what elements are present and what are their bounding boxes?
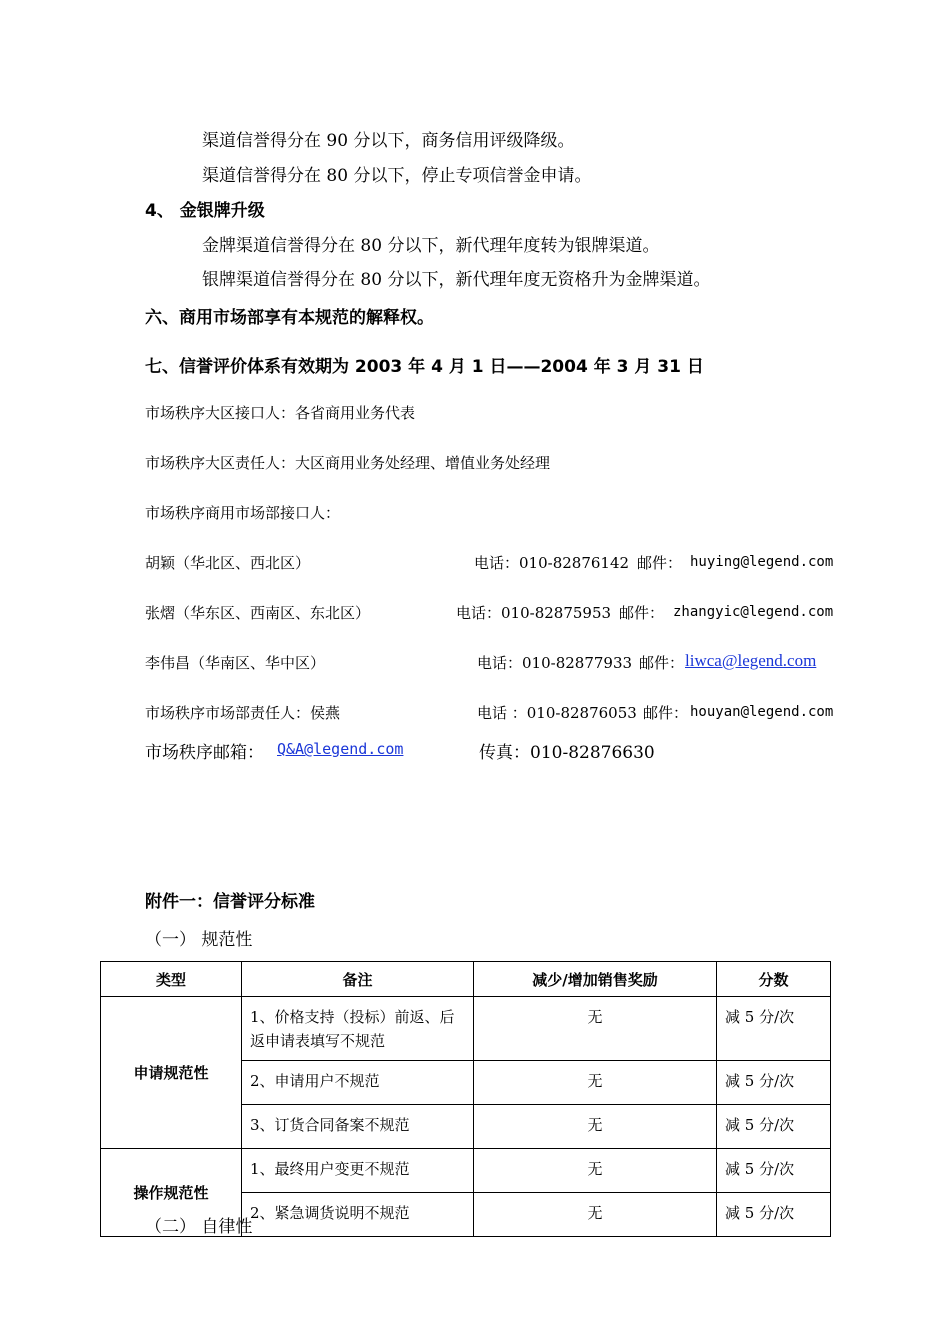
note-cell: 3、订货合同备案不规范 [242, 1105, 474, 1149]
fax: 传真：010-82876630 [479, 743, 655, 763]
contact-email: huying@legend.com [690, 554, 834, 570]
body-line: 银牌渠道信誉得分在 80 分以下，新代理年度无资格升为金牌渠道。 [202, 270, 711, 290]
section-heading: 4、 金银牌升级 [145, 201, 265, 221]
header-reward: 减少/增加销售奖励 [474, 962, 717, 997]
contact-mail-label: 邮件： [619, 604, 665, 622]
reward-cell: 无 [474, 1149, 717, 1193]
note-cell: 2、紧急调货说明不规范 [242, 1193, 474, 1237]
appendix-title: 附件一：信誉评分标准 [145, 892, 315, 912]
table-row [101, 997, 831, 1061]
subsection-heading: （二） 自律性 [145, 1217, 253, 1237]
contact-name: 市场秩序市场部责任人：侯燕 [145, 704, 341, 722]
header-type: 类型 [101, 962, 242, 997]
contact-email: zhangyic@legend.com [673, 604, 834, 620]
score-cell: 减 5 分/次 [717, 1193, 831, 1237]
table-header-row [101, 962, 831, 997]
score-table [100, 961, 831, 1237]
contact-phone: 电话：010-82876142 [474, 554, 630, 572]
category-cell: 申请规范性 [101, 997, 242, 1149]
note-cell: 1、价格支持（投标）前返、后返申请表填写不规范 [242, 997, 474, 1061]
contact-name: 张熠（华东区、西南区、东北区） [145, 604, 371, 622]
note-cell: 2、申请用户不规范 [242, 1061, 474, 1105]
reward-cell: 无 [474, 1061, 717, 1105]
reward-cell: 无 [474, 1105, 717, 1149]
category-cell: 操作规范性 [101, 1149, 242, 1237]
contact-name: 胡颖（华北区、西北区） [145, 554, 311, 572]
region-interface: 市场秩序大区接口人：各省商用业务代表 [145, 404, 416, 422]
score-cell: 减 5 分/次 [717, 1149, 831, 1193]
region-owner: 市场秩序大区责任人：大区商用业务处经理、增值业务处经理 [145, 454, 551, 472]
score-cell: 减 5 分/次 [717, 997, 831, 1061]
contact-mail-label: 邮件： [639, 654, 685, 672]
body-line: 渠道信誉得分在 80 分以下，停止专项信誉金申请。 [202, 166, 592, 186]
contact-mail-label: 邮件： [637, 554, 683, 572]
hq-interface: 市场秩序商用市场部接口人： [145, 504, 341, 522]
note-cell: 1、最终用户变更不规范 [242, 1149, 474, 1193]
contact-name: 李伟昌（华南区、华中区） [145, 654, 326, 672]
body-line: 渠道信誉得分在 90 分以下，商务信用评级降级。 [202, 131, 575, 151]
reward-cell: 无 [474, 1193, 717, 1237]
contact-email-link[interactable]: liwca@legend.com [685, 651, 817, 670]
mailbox-link[interactable]: Q&A@legend.com [277, 740, 404, 758]
contact-email: houyan@legend.com [690, 704, 834, 720]
body-line: 金牌渠道信誉得分在 80 分以下，新代理年度转为银牌渠道。 [202, 236, 660, 256]
contact-phone: 电话：010-82877933 [477, 654, 633, 672]
table-row [101, 1149, 831, 1193]
contact-mail-label: 邮件： [643, 704, 689, 722]
score-cell: 减 5 分/次 [717, 1105, 831, 1149]
section-heading: 六、商用市场部享有本规范的解释权。 [145, 308, 434, 328]
subsection-heading: （一） 规范性 [145, 930, 253, 950]
contact-phone: 电话：010-82875953 [456, 604, 612, 622]
header-note: 备注 [242, 962, 474, 997]
mailbox-label: 市场秩序邮箱： [145, 743, 264, 763]
reward-cell: 无 [474, 997, 717, 1061]
header-score: 分数 [717, 962, 831, 997]
score-cell: 减 5 分/次 [717, 1061, 831, 1105]
section-heading: 七、信誉评价体系有效期为 2003 年 4 月 1 日——2004 年 3 月 31 日 [145, 357, 704, 377]
contact-phone: 电话 ：010-82876053 [477, 704, 637, 722]
